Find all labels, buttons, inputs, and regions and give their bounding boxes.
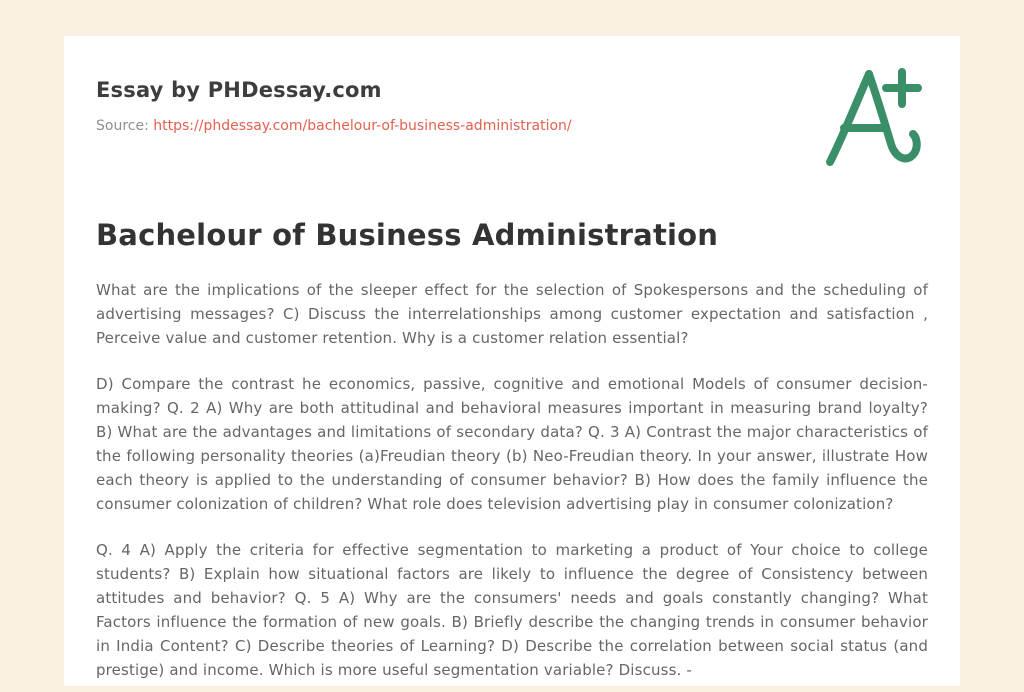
essay-paragraph-3: Q. 4 A) Apply the criteria for effective segmentation to marketing a product of Your choice to college students? B) Explain how situational factors are likely to influence the degree of Consistency between attitudes and behavior? Q. 5 A) Why are the consumers' needs and goals constantly changing? What Factors influence the formation of new goals. B) Briefly describe the changing trends in consumer behavior in India Content? C) Describe theories of Learning? D) Describe the correlation between social status (and prestige) and income. Which is more useful segmentation variable? Discuss. - (96, 541, 928, 679)
essay-title: Bachelour of Business Administration (96, 218, 719, 252)
essay-paragraph-2: D) Compare the contrast he economics, passive, cognitive and emotional Models of consumer decision- making? Q. 2 A) Why are both attitudinal and behavioral measures important in measuring brand loyalty? B) What are the advantages and limitations of secondary data? Q. 3 A) Contrast the major characteristics of the following personality theories (a)Freudian theory (b) Neo-Freudian theory. In your answer, illustrate How each theory is applied to the understanding of consumer behavior? B) How does the family influence the consumer colonization of children? What role does television advertising play in consumer colonization? (96, 375, 928, 513)
page-header: Essay by PHDessay.com (96, 78, 382, 102)
source-link[interactable]: https://phdessay.com/bachelour-of-business-administration/ (153, 118, 572, 134)
essay-paragraph-1: What are the implications of the sleeper effect for the selection of Spokespersons and the scheduling of advertising messages? C) Discuss the interrelationships among customer expectation and satisfaction , Perceive value and customer retention. Why is a customer relation essential? (96, 281, 928, 347)
essay-card (64, 36, 960, 686)
source-row (96, 118, 928, 134)
phdessay-logo-icon (822, 62, 926, 170)
source-label: Source: (96, 118, 149, 134)
